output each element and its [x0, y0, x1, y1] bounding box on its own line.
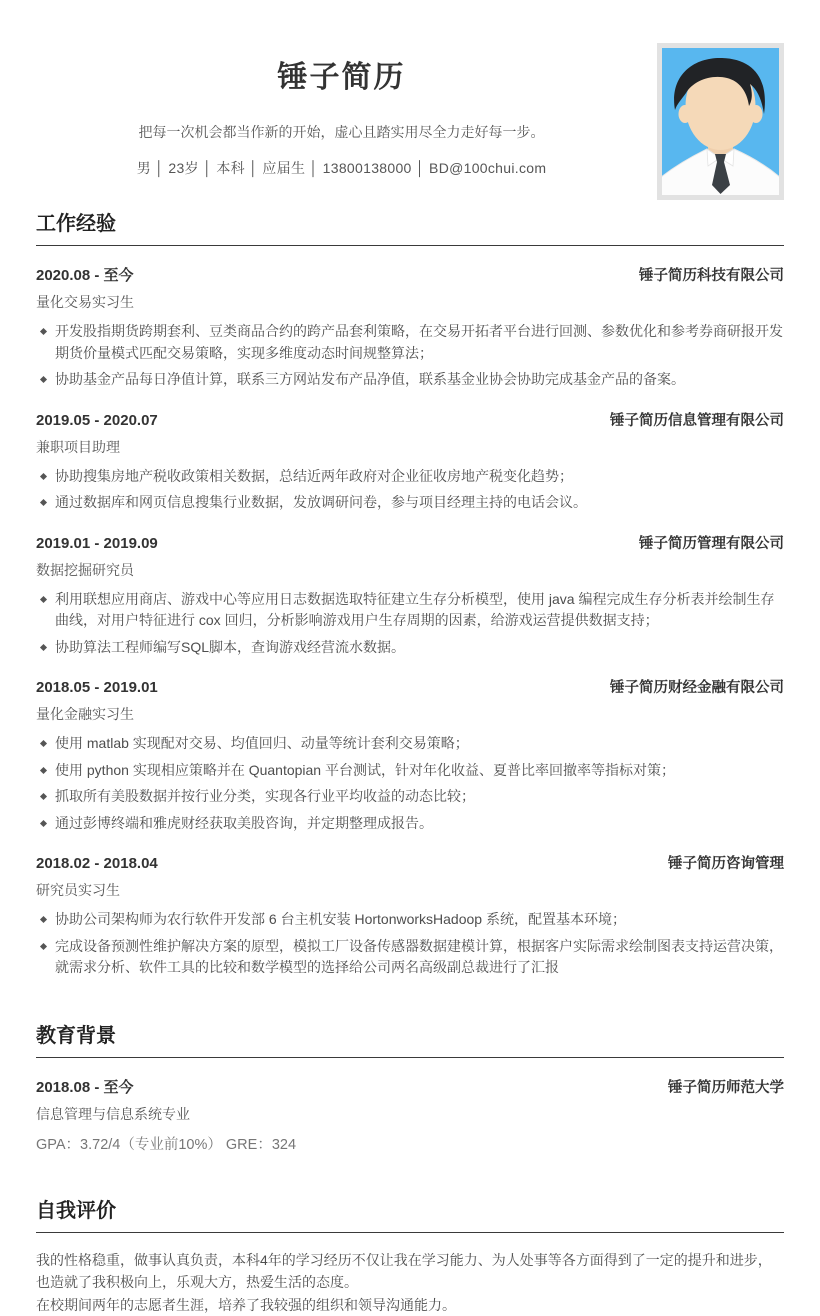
education-entry: [36, 1076, 784, 1154]
avatar-photo: [657, 43, 784, 200]
work-entry: [36, 676, 784, 834]
work-entry: [36, 264, 784, 391]
bullet-list: [36, 589, 784, 659]
work-entry: [36, 532, 784, 659]
bullet-item: 抓取所有美股数据并按行业分类，实现各行业平均收益的动态比较；: [55, 786, 784, 808]
entry-role: 量化金融实习生: [36, 704, 784, 724]
section-work-experience: [36, 207, 784, 979]
evaluation-paragraph: 我的性格稳重，做事认真负责，本科4年的学习经历不仅让我在学习能力、为人处事等各方面得到了一定的提升和进步，也造就了我积极向上，乐观大方，热爱生活的态度。: [36, 1249, 784, 1294]
section-title-evaluation: 自我评价: [36, 1194, 784, 1233]
evaluation-text: [36, 1249, 784, 1316]
avatar-illustration: [662, 48, 779, 195]
entry-role: 量化交易实习生: [36, 292, 784, 312]
bullet-list: [36, 321, 784, 391]
work-entry: [36, 852, 784, 979]
evaluation-paragraph: 在校期间两年的志愿者生涯，培养了我较强的组织和领导沟通能力。: [36, 1294, 784, 1316]
entry-date: 2019.01 - 2019.09: [36, 535, 158, 552]
section-self-evaluation: [36, 1194, 784, 1316]
resume-header: [36, 30, 784, 200]
bullet-item: 通过数据库和网页信息搜集行业数据，发放调研问卷，参与项目经理主持的电话会议。: [55, 492, 784, 514]
entry-head: [36, 264, 784, 285]
entry-head: [36, 676, 784, 697]
entry-company: 锤子简历管理有限公司: [639, 532, 784, 553]
bullet-item: 使用 python 实现相应策略并在 Quantopian 平台测试，针对年化收益、夏普比率回撤率等指标对策；: [55, 760, 784, 782]
entry-head: [36, 1076, 784, 1097]
entry-company: 锤子简历科技有限公司: [639, 264, 784, 285]
entry-head: [36, 409, 784, 430]
education-date: 2018.08 - 至今: [36, 1076, 134, 1097]
bullet-item: 协助基金产品每日净值计算，联系三方网站发布产品净值，联系基金业协会协助完成基金产品的备案。: [55, 369, 784, 391]
bullet-item: 利用联想应用商店、游戏中心等应用日志数据选取特征建立生存分析模型，使用 java 编程完成生存分析表并绘制生存曲线，对用户特征进行 cox 回归，分析影响游戏用户生存周期的因素，给游戏运营提供数据支持；: [55, 589, 784, 632]
bullet-item: 开发股指期货跨期套利、豆类商品合约的跨产品套利策略，在交易开拓者平台进行回测、参数优化和参考券商研报开发期货价量模式匹配交易策略，实现多维度动态时间规整算法；: [55, 321, 784, 364]
entry-date: 2018.02 - 2018.04: [36, 855, 158, 872]
section-education: [36, 1019, 784, 1154]
work-entry: [36, 409, 784, 514]
tagline: 把每一次机会都当作新的开始，虚心且踏实用尽全力走好每一步。: [36, 122, 647, 142]
entry-role: 研究员实习生: [36, 880, 784, 900]
entry-role: 兼职项目助理: [36, 437, 784, 457]
entry-date: 2018.05 - 2019.01: [36, 679, 158, 696]
bullet-item: 协助搜集房地产税收政策相关数据，总结近两年政府对企业征收房地产税变化趋势；: [55, 466, 784, 488]
bullet-item: 通过彭博终端和雅虎财经获取美股咨询，并定期整理成报告。: [55, 813, 784, 835]
bullet-item: 完成设备预测性维护解决方案的原型，模拟工厂设备传感器数据建模计算，根据客户实际需求绘制图表支持运营决策，就需求分析、软件工具的比较和数学模型的选择给公司两名高级副总裁进行了汇报: [55, 936, 784, 979]
entry-company: 锤子简历财经金融有限公司: [610, 676, 784, 697]
personal-info: 男 │ 23岁 │ 本科 │ 应届生 │ 13800138000 │ BD@100chui.com: [36, 158, 647, 178]
entry-role: 数据挖掘研究员: [36, 560, 784, 580]
bullet-item: 使用 matlab 实现配对交易、均值回归、动量等统计套利交易策略；: [55, 733, 784, 755]
major: 信息管理与信息系统专业: [36, 1104, 784, 1124]
bullet-item: 协助公司架构师为农行软件开发部 6 台主机安装 HortonworksHadoop 系统，配置基本环境；: [55, 909, 784, 931]
page-title: 锤子简历: [36, 52, 647, 96]
bullet-list: [36, 466, 784, 514]
entry-date: 2019.05 - 2020.07: [36, 412, 158, 429]
entry-date: 2020.08 - 至今: [36, 264, 134, 285]
header-text-block: [36, 30, 657, 178]
entry-head: [36, 852, 784, 873]
bullet-list: [36, 733, 784, 834]
entry-head: [36, 532, 784, 553]
entry-company: 锤子简历信息管理有限公司: [610, 409, 784, 430]
entry-company: 锤子简历咨询管理: [668, 852, 784, 873]
bullet-list: [36, 909, 784, 979]
school-name: 锤子简历师范大学: [668, 1076, 784, 1097]
section-title-education: 教育背景: [36, 1019, 784, 1058]
bullet-item: 协助算法工程师编写SQL脚本，查询游戏经营流水数据。: [55, 637, 784, 659]
gpa-line: GPA：3.72/4（专业前10%） GRE：324: [36, 1133, 784, 1154]
section-title-work: 工作经验: [36, 207, 784, 246]
